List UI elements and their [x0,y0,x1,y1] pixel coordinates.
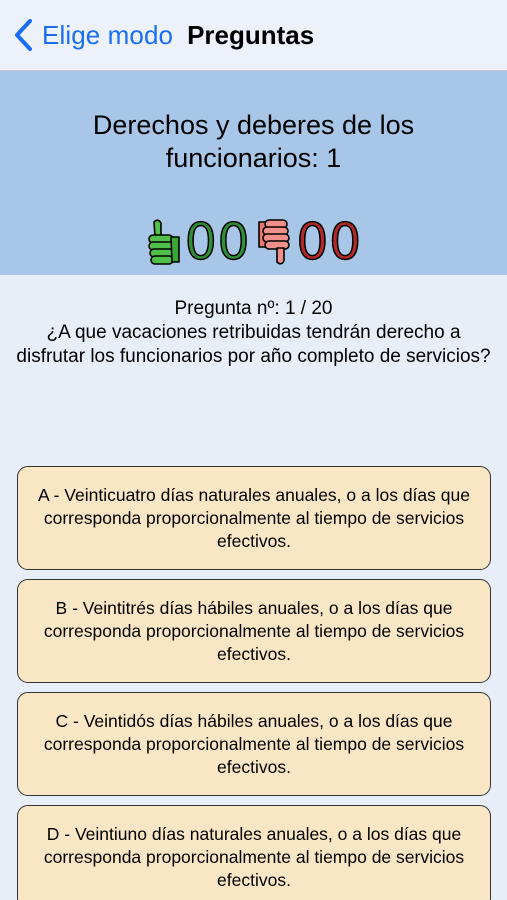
back-button-label: Elige modo [42,19,174,50]
question-counter: Pregunta nº: 1 / 20 [174,298,333,319]
navigation-bar [0,0,507,71]
correct-count: 00 [184,213,251,271]
topic-panel [0,71,507,275]
back-button[interactable] [12,18,173,52]
wrong-count: 00 [296,213,363,271]
topic-title: Derechos y deberes de los funcionarios: 1 [92,110,415,173]
page-title: Preguntas [187,19,315,50]
answer-option-d[interactable]: D - Veintiuno días naturales anuales, o a los días que corresponda proporcionalmente al tiempo de servicios efectivos. [17,805,491,900]
thumbs-up-icon [145,216,181,268]
answer-option-b[interactable]: B - Veintitrés días hábiles anuales, o a los días que corresponda proporcionalmente al tiempo de servicios efectivos. [17,579,491,683]
answer-option-c[interactable]: C - Veintidós días hábiles anuales, o a los días que corresponda proporcionalmente al tiempo de servicios efectivos. [17,692,491,796]
score-row [0,213,507,271]
question-text: ¿A que vacaciones retribuidas tendrán derecho a disfrutar los funcionarios por año completo de servicios? [16,322,491,367]
answer-option-a[interactable]: A - Veinticuatro días naturales anuales, o a los días que corresponda proporcionalmente al tiempo de servicios efectivos. [17,466,491,570]
chevron-left-icon [12,18,34,52]
question-block [10,297,497,369]
thumbs-down-icon [257,216,293,268]
